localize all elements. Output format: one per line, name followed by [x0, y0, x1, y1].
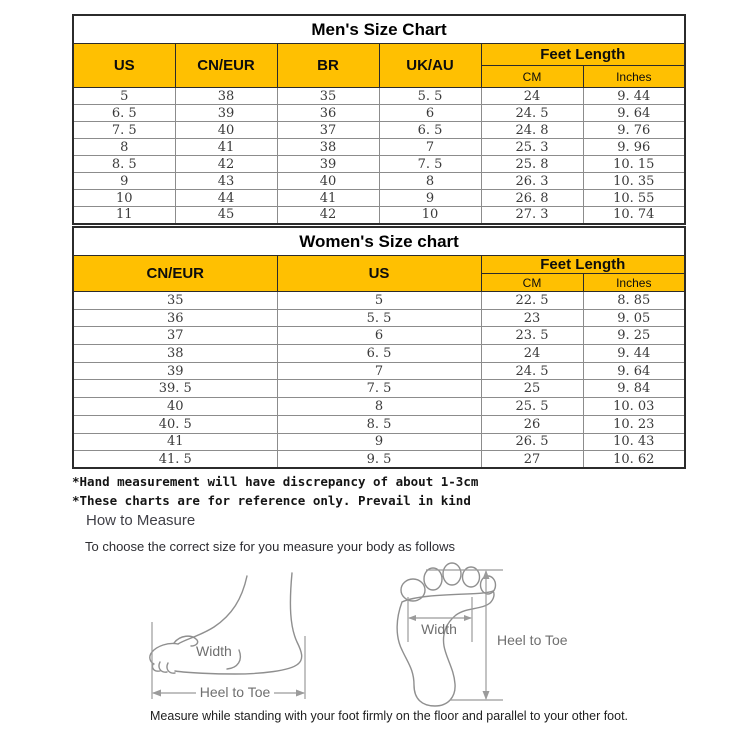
- size-cell: 10. 74: [583, 207, 685, 224]
- size-cell: 8: [73, 139, 175, 156]
- arrowhead-right: [464, 615, 472, 621]
- column-header-ukau: UK/AU: [379, 44, 481, 88]
- size-cell: 24: [481, 345, 583, 363]
- size-cell: 10. 43: [583, 433, 685, 451]
- size-cell: 42: [277, 207, 379, 224]
- size-cell: 35: [277, 88, 379, 105]
- size-cell: 41: [277, 190, 379, 207]
- size-cell: 25. 8: [481, 156, 583, 173]
- size-cell: 8: [379, 173, 481, 190]
- size-cell: 9. 84: [583, 380, 685, 398]
- column-header-cneur: CN/EUR: [73, 256, 277, 292]
- size-cell: 9: [379, 190, 481, 207]
- size-cell: 26. 5: [481, 433, 583, 451]
- size-row: [73, 362, 685, 380]
- size-cell: 40: [277, 173, 379, 190]
- size-cell: 26. 3: [481, 173, 583, 190]
- size-cell: 38: [175, 88, 277, 105]
- toe-curl-2: [159, 662, 167, 672]
- size-cell: 10. 55: [583, 190, 685, 207]
- feet-length-header: Feet Length: [481, 256, 685, 274]
- size-cell: 37: [73, 327, 277, 345]
- size-cell: 9. 96: [583, 139, 685, 156]
- size-cell: 10: [379, 207, 481, 224]
- size-row: [73, 415, 685, 433]
- arrowhead-left: [152, 690, 161, 697]
- footprint-diagram: [395, 558, 615, 708]
- size-cell: 45: [175, 207, 277, 224]
- size-cell: 9: [73, 173, 175, 190]
- size-row: [73, 345, 685, 363]
- size-cell: 7. 5: [277, 380, 481, 398]
- size-cell: 40: [73, 398, 277, 416]
- toe-2: [424, 568, 442, 590]
- size-row: [73, 433, 685, 451]
- womens-chart-title: Women's Size chart: [73, 227, 685, 256]
- size-cell: 40. 5: [73, 415, 277, 433]
- subcolumn-header-inches: Inches: [583, 66, 685, 88]
- size-row: [73, 122, 685, 139]
- size-cell: 8. 5: [73, 156, 175, 173]
- subcolumn-header-cm: CM: [481, 66, 583, 88]
- size-cell: 11: [73, 207, 175, 224]
- size-cell: 6. 5: [277, 345, 481, 363]
- size-cell: 44: [175, 190, 277, 207]
- column-header-us: US: [277, 256, 481, 292]
- size-row: [73, 207, 685, 224]
- size-row: [73, 309, 685, 327]
- size-cell: 7: [379, 139, 481, 156]
- size-cell: 24. 8: [481, 122, 583, 139]
- size-row: [73, 398, 685, 416]
- foot-shin-line: [178, 576, 247, 644]
- size-cell: 41: [175, 139, 277, 156]
- size-row: [73, 190, 685, 207]
- size-cell: 10. 03: [583, 398, 685, 416]
- size-cell: 10: [73, 190, 175, 207]
- size-cell: 9. 5: [277, 451, 481, 469]
- column-header-br: BR: [277, 44, 379, 88]
- size-cell: 9. 44: [583, 345, 685, 363]
- feet-length-header: Feet Length: [481, 44, 685, 66]
- note-line-2: *These charts are for reference only. Prevail in kind: [72, 493, 471, 508]
- mens-chart-body: [73, 88, 685, 224]
- size-row: [73, 156, 685, 173]
- size-cell: 9. 76: [583, 122, 685, 139]
- size-cell: 38: [73, 345, 277, 363]
- width-label: Width: [421, 621, 457, 637]
- size-cell: 9. 25: [583, 327, 685, 345]
- sole-outline: [397, 591, 494, 706]
- size-row: [73, 380, 685, 398]
- size-cell: 26. 8: [481, 190, 583, 207]
- size-cell: 9. 44: [583, 88, 685, 105]
- measurement-notes: [72, 472, 478, 510]
- size-cell: 8. 5: [277, 415, 481, 433]
- size-row: [73, 292, 685, 310]
- measure-caption: Measure while standing with your foot firmly on the floor and parallel to your other foot.: [150, 709, 629, 723]
- size-cell: 10. 62: [583, 451, 685, 469]
- size-cell: 6: [277, 327, 481, 345]
- mens-size-chart-table: [72, 14, 686, 225]
- toe-3: [443, 563, 461, 585]
- column-header-us: US: [73, 44, 175, 88]
- womens-chart-title-row: [73, 227, 685, 256]
- size-cell: 5: [73, 88, 175, 105]
- size-cell: 10. 35: [583, 173, 685, 190]
- mens-chart-title-row: [73, 15, 685, 44]
- heel-to-toe-label: Heel to Toe: [497, 632, 568, 648]
- size-cell: 27: [481, 451, 583, 469]
- size-cell: 36: [277, 105, 379, 122]
- size-cell: 27. 3: [481, 207, 583, 224]
- heel-to-toe-label: Heel to Toe: [199, 684, 271, 700]
- size-cell: 26: [481, 415, 583, 433]
- size-cell: 6: [379, 105, 481, 122]
- arrowhead-up: [483, 570, 490, 579]
- size-cell: 8: [277, 398, 481, 416]
- size-cell: 22. 5: [481, 292, 583, 310]
- size-row: [73, 88, 685, 105]
- size-cell: 37: [277, 122, 379, 139]
- size-cell: 9. 64: [583, 105, 685, 122]
- arrowhead-left: [408, 615, 416, 621]
- how-to-measure-subtitle: To choose the correct size for you measure your body as follows: [85, 539, 455, 554]
- size-cell: 39: [175, 105, 277, 122]
- size-cell: 5: [277, 292, 481, 310]
- size-cell: 25. 5: [481, 398, 583, 416]
- size-row: [73, 173, 685, 190]
- size-cell: 39: [73, 362, 277, 380]
- size-cell: 40: [175, 122, 277, 139]
- size-cell: 7: [277, 362, 481, 380]
- arrowhead-right: [296, 690, 305, 697]
- womens-chart-header-row: [73, 256, 685, 274]
- size-cell: 8. 85: [583, 292, 685, 310]
- size-cell: 10. 15: [583, 156, 685, 173]
- size-row: [73, 451, 685, 469]
- size-cell: 24. 5: [481, 362, 583, 380]
- toe-curl-3: [167, 663, 175, 673]
- size-cell: 42: [175, 156, 277, 173]
- foot-outline: [290, 573, 301, 664]
- width-label: Width: [196, 643, 232, 659]
- size-cell: 24. 5: [481, 105, 583, 122]
- size-cell: 35: [73, 292, 277, 310]
- arrowhead-down: [483, 691, 490, 700]
- size-cell: 23. 5: [481, 327, 583, 345]
- size-cell: 9: [277, 433, 481, 451]
- womens-size-chart-table: [72, 226, 686, 469]
- size-cell: 6. 5: [73, 105, 175, 122]
- size-row: [73, 327, 685, 345]
- womens-chart-body: [73, 292, 685, 469]
- size-cell: 7. 5: [73, 122, 175, 139]
- size-cell: 5. 5: [379, 88, 481, 105]
- size-cell: 39. 5: [73, 380, 277, 398]
- size-cell: 38: [277, 139, 379, 156]
- size-row: [73, 105, 685, 122]
- foot-side-view-diagram: [140, 565, 380, 705]
- size-cell: 41. 5: [73, 451, 277, 469]
- subcolumn-header-cm: CM: [481, 274, 583, 292]
- subcolumn-header-inches: Inches: [583, 274, 685, 292]
- column-header-cneur: CN/EUR: [175, 44, 277, 88]
- note-line-1: *Hand measurement will have discrepancy of about 1-3cm: [72, 474, 479, 489]
- how-to-measure-title: How to Measure: [86, 512, 196, 529]
- size-cell: 10. 23: [583, 415, 685, 433]
- size-cell: 24: [481, 88, 583, 105]
- size-cell: 36: [73, 309, 277, 327]
- mens-chart-header-row: [73, 44, 685, 66]
- size-cell: 5. 5: [277, 309, 481, 327]
- size-cell: 25: [481, 380, 583, 398]
- size-cell: 9. 05: [583, 309, 685, 327]
- size-cell: 6. 5: [379, 122, 481, 139]
- size-cell: 39: [277, 156, 379, 173]
- size-row: [73, 139, 685, 156]
- size-cell: 7. 5: [379, 156, 481, 173]
- size-cell: 9. 64: [583, 362, 685, 380]
- size-cell: 23: [481, 309, 583, 327]
- big-toe-outline: [150, 643, 178, 664]
- size-cell: 41: [73, 433, 277, 451]
- size-cell: 25. 3: [481, 139, 583, 156]
- mens-chart-title: Men's Size Chart: [73, 15, 685, 44]
- size-cell: 43: [175, 173, 277, 190]
